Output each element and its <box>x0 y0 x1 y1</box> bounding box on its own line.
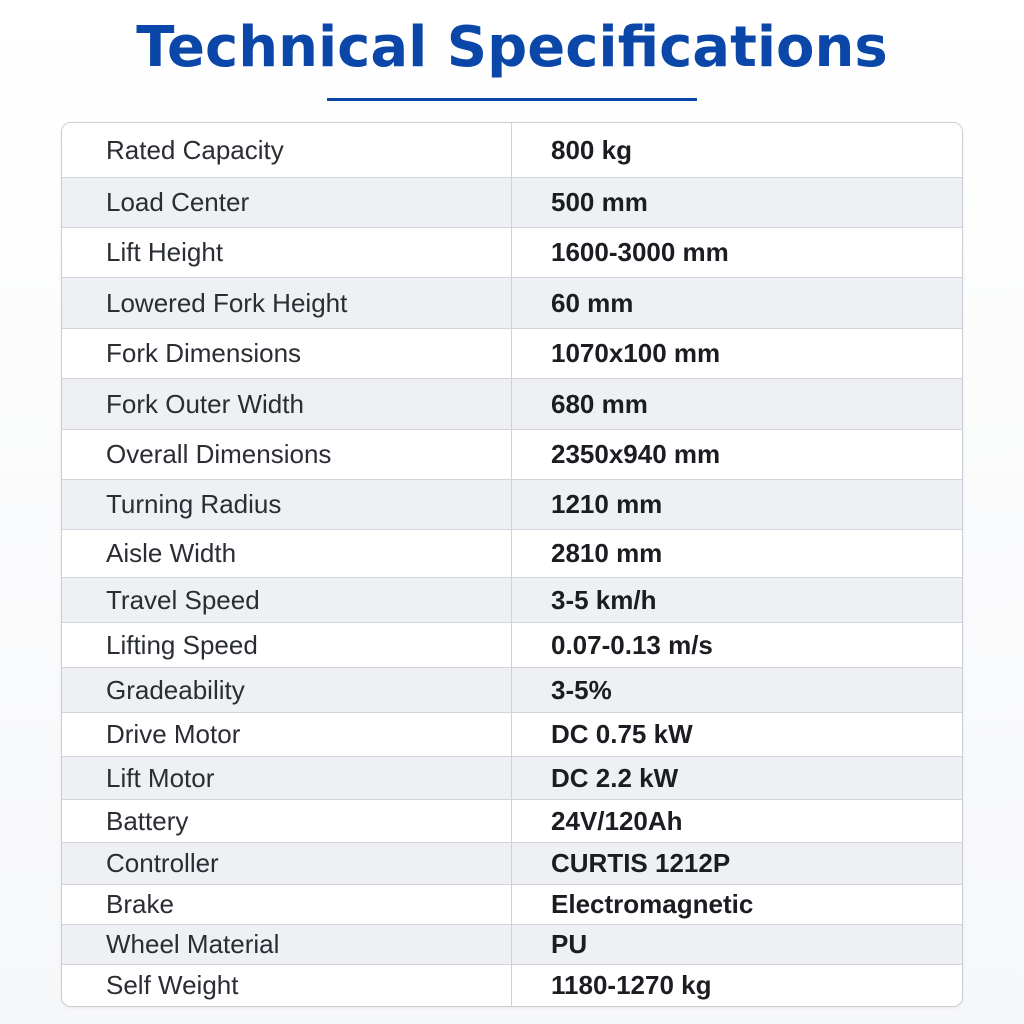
spec-value: 60 mm <box>551 287 634 318</box>
spec-label: Load Center <box>62 178 512 227</box>
spec-label: Lifting Speed <box>62 623 512 667</box>
spec-label: Fork Outer Width <box>62 379 512 429</box>
table-row <box>62 668 962 713</box>
table-row <box>62 578 962 623</box>
spec-value: 680 mm <box>551 388 648 419</box>
table-row <box>62 757 962 800</box>
spec-value: CURTIS 1212P <box>551 848 731 878</box>
table-row <box>62 965 962 1006</box>
spec-label: Controller <box>62 843 512 884</box>
spec-label: Fork Dimensions <box>62 329 512 378</box>
spec-label: Battery <box>62 800 512 842</box>
title-underline <box>327 98 697 101</box>
table-row <box>62 123 962 178</box>
table-row <box>62 228 962 278</box>
spec-label: Turning Radius <box>62 480 512 529</box>
table-row <box>62 530 962 578</box>
table-row <box>62 430 962 480</box>
spec-label: Lowered Fork Height <box>62 278 512 328</box>
spec-value: 3-5% <box>551 674 612 705</box>
spec-table <box>61 122 963 1007</box>
table-row <box>62 800 962 843</box>
spec-value: 24V/120Ah <box>551 805 683 836</box>
table-row <box>62 178 962 228</box>
spec-label: Travel Speed <box>62 578 512 622</box>
spec-label: Lift Motor <box>62 757 512 799</box>
spec-label: Self Weight <box>62 965 512 1006</box>
spec-value: 800 kg <box>551 134 632 165</box>
spec-label: Lift Height <box>62 228 512 277</box>
table-row <box>62 379 962 430</box>
spec-label: Drive Motor <box>62 713 512 756</box>
spec-value: DC 2.2 kW <box>551 762 679 793</box>
spec-label: Wheel Material <box>62 925 512 964</box>
table-row <box>62 843 962 885</box>
table-row <box>62 480 962 530</box>
spec-value: 500 mm <box>551 187 648 217</box>
spec-value: 1600-3000 mm <box>551 237 729 267</box>
spec-value: 2810 mm <box>551 538 663 568</box>
spec-label: Brake <box>62 885 512 924</box>
spec-label: Aisle Width <box>62 530 512 577</box>
spec-label: Gradeability <box>62 668 512 712</box>
spec-value: 0.07-0.13 m/s <box>551 629 713 660</box>
spec-value: 1210 mm <box>551 489 663 519</box>
spec-value: DC 0.75 kW <box>551 719 693 749</box>
spec-value: 3-5 km/h <box>551 584 657 615</box>
spec-label: Rated Capacity <box>62 123 512 177</box>
page-title: Technical Specifications <box>136 15 888 80</box>
spec-value: Electromagnetic <box>551 889 754 919</box>
spec-value: 2350x940 mm <box>551 439 721 469</box>
table-row <box>62 623 962 668</box>
spec-value: 1180-1270 kg <box>551 970 712 1000</box>
spec-value: PU <box>551 929 588 959</box>
table-row <box>62 329 962 379</box>
table-row <box>62 925 962 965</box>
table-row <box>62 278 962 329</box>
spec-label: Overall Dimensions <box>62 430 512 479</box>
table-row <box>62 885 962 925</box>
spec-value: 1070x100 mm <box>551 338 721 368</box>
table-row <box>62 713 962 757</box>
